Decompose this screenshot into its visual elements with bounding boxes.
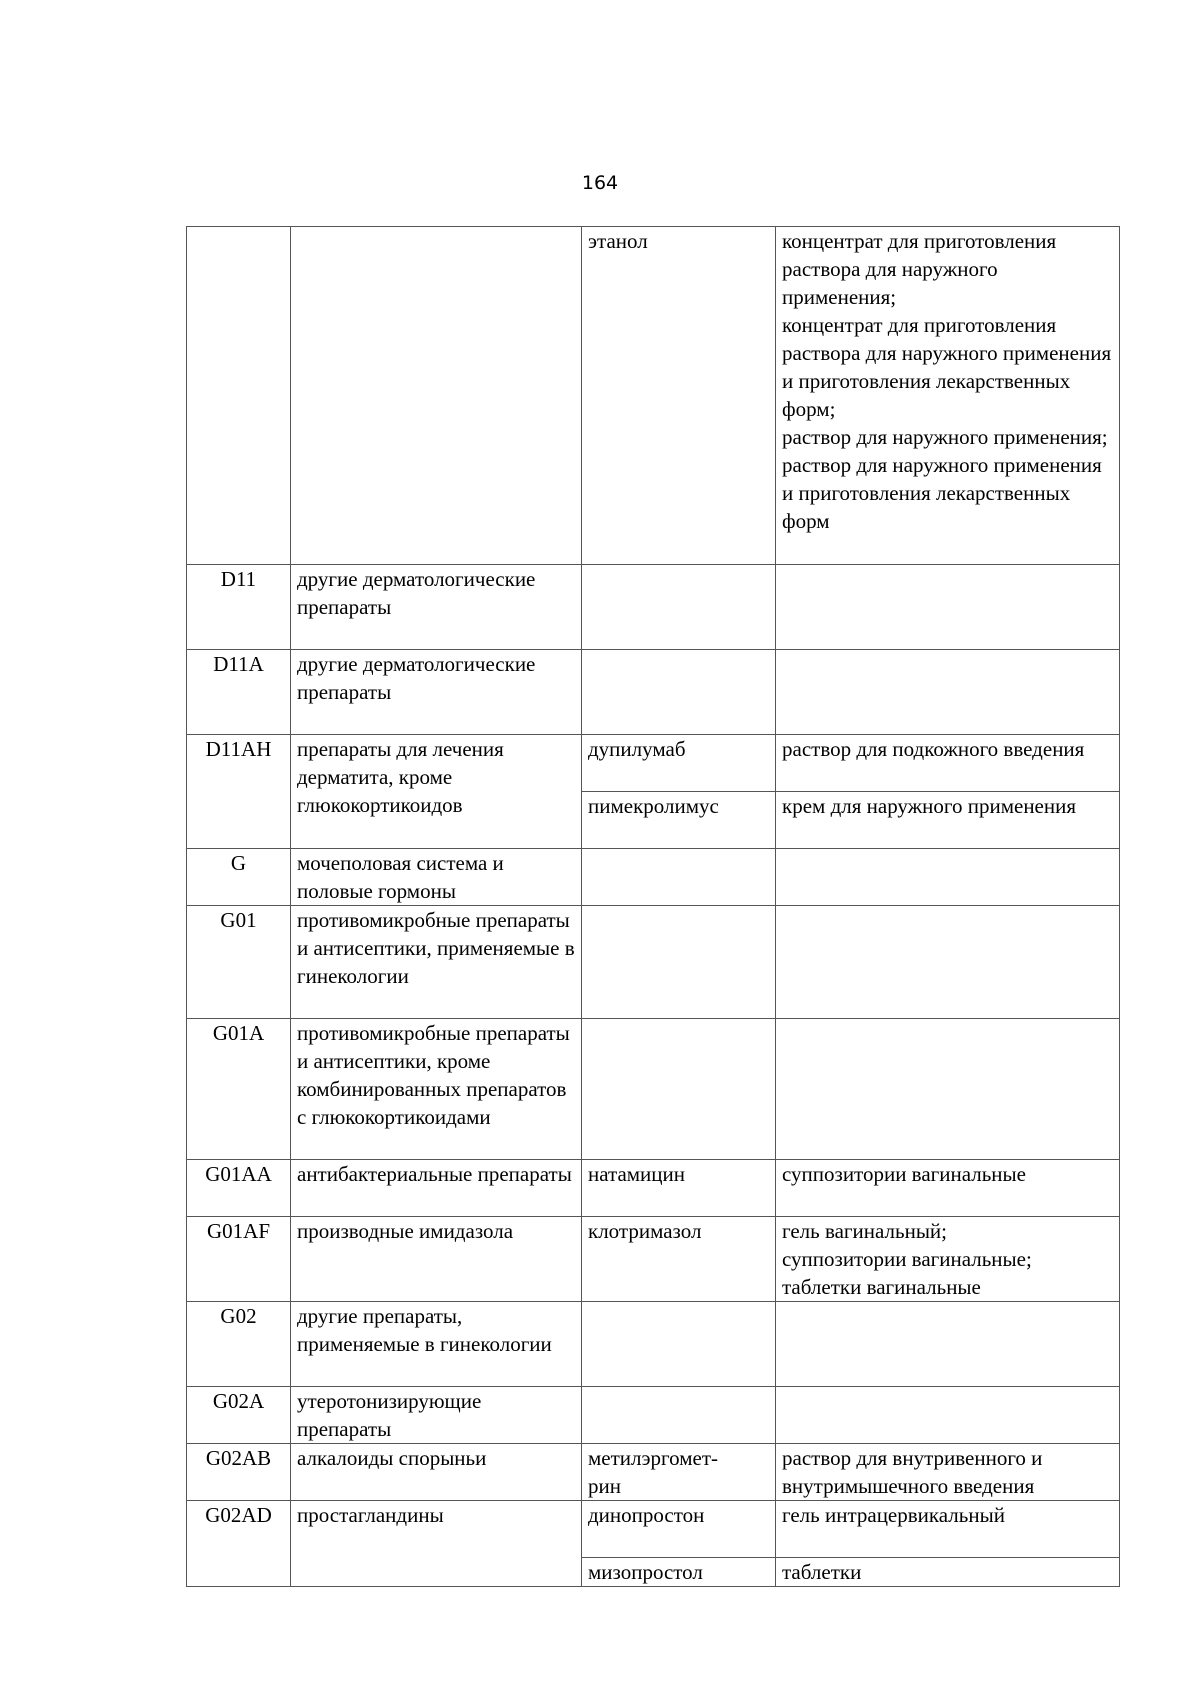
table-row bbox=[187, 735, 1120, 792]
dosage-form-cell bbox=[776, 849, 1120, 906]
dosage-form-cell bbox=[776, 1387, 1120, 1444]
atc-code-cell: G02AB bbox=[187, 1444, 291, 1501]
table-row bbox=[187, 650, 1120, 735]
table-row bbox=[187, 565, 1120, 650]
dosage-form-cell: суппозитории вагинальные bbox=[776, 1160, 1120, 1217]
dosage-form-cell: крем для наружного применения bbox=[776, 792, 1120, 849]
group-name-cell: простагландины bbox=[291, 1501, 582, 1587]
group-name-cell: мочеполовая система и половые гормоны bbox=[291, 849, 582, 906]
substance-cell: дупилумаб bbox=[582, 735, 776, 792]
substance-cell bbox=[582, 1302, 776, 1387]
atc-code-cell: G02 bbox=[187, 1302, 291, 1387]
group-name-cell: препараты для лечения дерматита, кроме глюкокортикоидов bbox=[291, 735, 582, 849]
substance-cell bbox=[582, 650, 776, 735]
dosage-form-line: раствор для наружного применения; bbox=[782, 425, 1108, 449]
substance-cell bbox=[582, 1444, 776, 1501]
substance-cell bbox=[582, 565, 776, 650]
table-row bbox=[187, 906, 1120, 1019]
substance-cell bbox=[582, 1019, 776, 1160]
substance-cell: мизопростол bbox=[582, 1558, 776, 1587]
group-name-cell: утеротонизирующие препараты bbox=[291, 1387, 582, 1444]
group-name-cell: другие препараты, применяемые в гинекологии bbox=[291, 1302, 582, 1387]
dosage-form-line: гель вагинальный; bbox=[782, 1219, 947, 1243]
atc-code-cell: D11 bbox=[187, 565, 291, 650]
table-row bbox=[187, 1302, 1120, 1387]
atc-code-cell: D11A bbox=[187, 650, 291, 735]
dosage-form-cell bbox=[776, 906, 1120, 1019]
group-name-cell: противомикробные препараты и антисептики, применяемые в гинекологии bbox=[291, 906, 582, 1019]
dosage-form-cell bbox=[776, 565, 1120, 650]
dosage-form-cell: гель интрацервикальный bbox=[776, 1501, 1120, 1558]
group-name-cell: другие дерматологические препараты bbox=[291, 565, 582, 650]
atc-code-cell: G01 bbox=[187, 906, 291, 1019]
dosage-form-cell: таблетки bbox=[776, 1558, 1120, 1587]
substance-cell: динопростон bbox=[582, 1501, 776, 1558]
substance-cell: натамицин bbox=[582, 1160, 776, 1217]
table-row bbox=[187, 1217, 1120, 1302]
table-row bbox=[187, 1387, 1120, 1444]
substance-cell: этанол bbox=[582, 227, 776, 565]
table-row bbox=[187, 849, 1120, 906]
dosage-form-cell: раствор для внутривенного и внутримышечного введения bbox=[776, 1444, 1120, 1501]
substance-cell bbox=[582, 906, 776, 1019]
group-name-cell: алкалоиды спорыньи bbox=[291, 1444, 582, 1501]
group-name-cell: противомикробные препараты и антисептики, кроме комбинированных препаратов с глюкокортикоидами bbox=[291, 1019, 582, 1160]
substance-line: рин bbox=[588, 1474, 621, 1498]
group-name-cell: антибактериальные препараты bbox=[291, 1160, 582, 1217]
atc-code-cell: G02A bbox=[187, 1387, 291, 1444]
dosage-form-cell bbox=[776, 227, 1120, 565]
page-number: 164 bbox=[581, 172, 619, 194]
atc-code-cell: G02AD bbox=[187, 1501, 291, 1587]
atc-code-cell: G bbox=[187, 849, 291, 906]
substance-cell: пимекролимус bbox=[582, 792, 776, 849]
dosage-form-line: концентрат для приготовления раствора для наружного применения и приготовления лекарственных форм; bbox=[782, 313, 1112, 421]
group-name-cell: производные имидазола bbox=[291, 1217, 582, 1302]
dosage-form-cell: раствор для подкожного введения bbox=[776, 735, 1120, 792]
atc-code-cell bbox=[187, 227, 291, 565]
atc-code-cell: G01AF bbox=[187, 1217, 291, 1302]
dosage-form-cell bbox=[776, 650, 1120, 735]
substance-line: метилэргомет- bbox=[588, 1446, 718, 1470]
group-name-cell: другие дерматологические препараты bbox=[291, 650, 582, 735]
table-row bbox=[187, 1501, 1120, 1558]
table-row bbox=[187, 227, 1120, 565]
dosage-form-line: раствор для наружного применения и приготовления лекарственных форм bbox=[782, 453, 1102, 533]
dosage-form-line: суппозитории вагинальные; bbox=[782, 1247, 1032, 1271]
table-row bbox=[187, 1019, 1120, 1160]
table-row bbox=[187, 1444, 1120, 1501]
table-row bbox=[187, 1160, 1120, 1217]
substance-cell: клотримазол bbox=[582, 1217, 776, 1302]
substance-cell bbox=[582, 849, 776, 906]
dosage-form-line: таблетки вагинальные bbox=[782, 1275, 981, 1299]
atc-code-cell: D11AH bbox=[187, 735, 291, 849]
group-name-cell bbox=[291, 227, 582, 565]
substance-cell bbox=[582, 1387, 776, 1444]
atc-code-cell: G01A bbox=[187, 1019, 291, 1160]
atc-code-cell: G01AA bbox=[187, 1160, 291, 1217]
dosage-form-line: концентрат для приготовления раствора для наружного применения; bbox=[782, 229, 1057, 309]
dosage-form-cell bbox=[776, 1019, 1120, 1160]
dosage-form-cell bbox=[776, 1217, 1120, 1302]
drug-table bbox=[186, 226, 1120, 1587]
dosage-form-cell bbox=[776, 1302, 1120, 1387]
